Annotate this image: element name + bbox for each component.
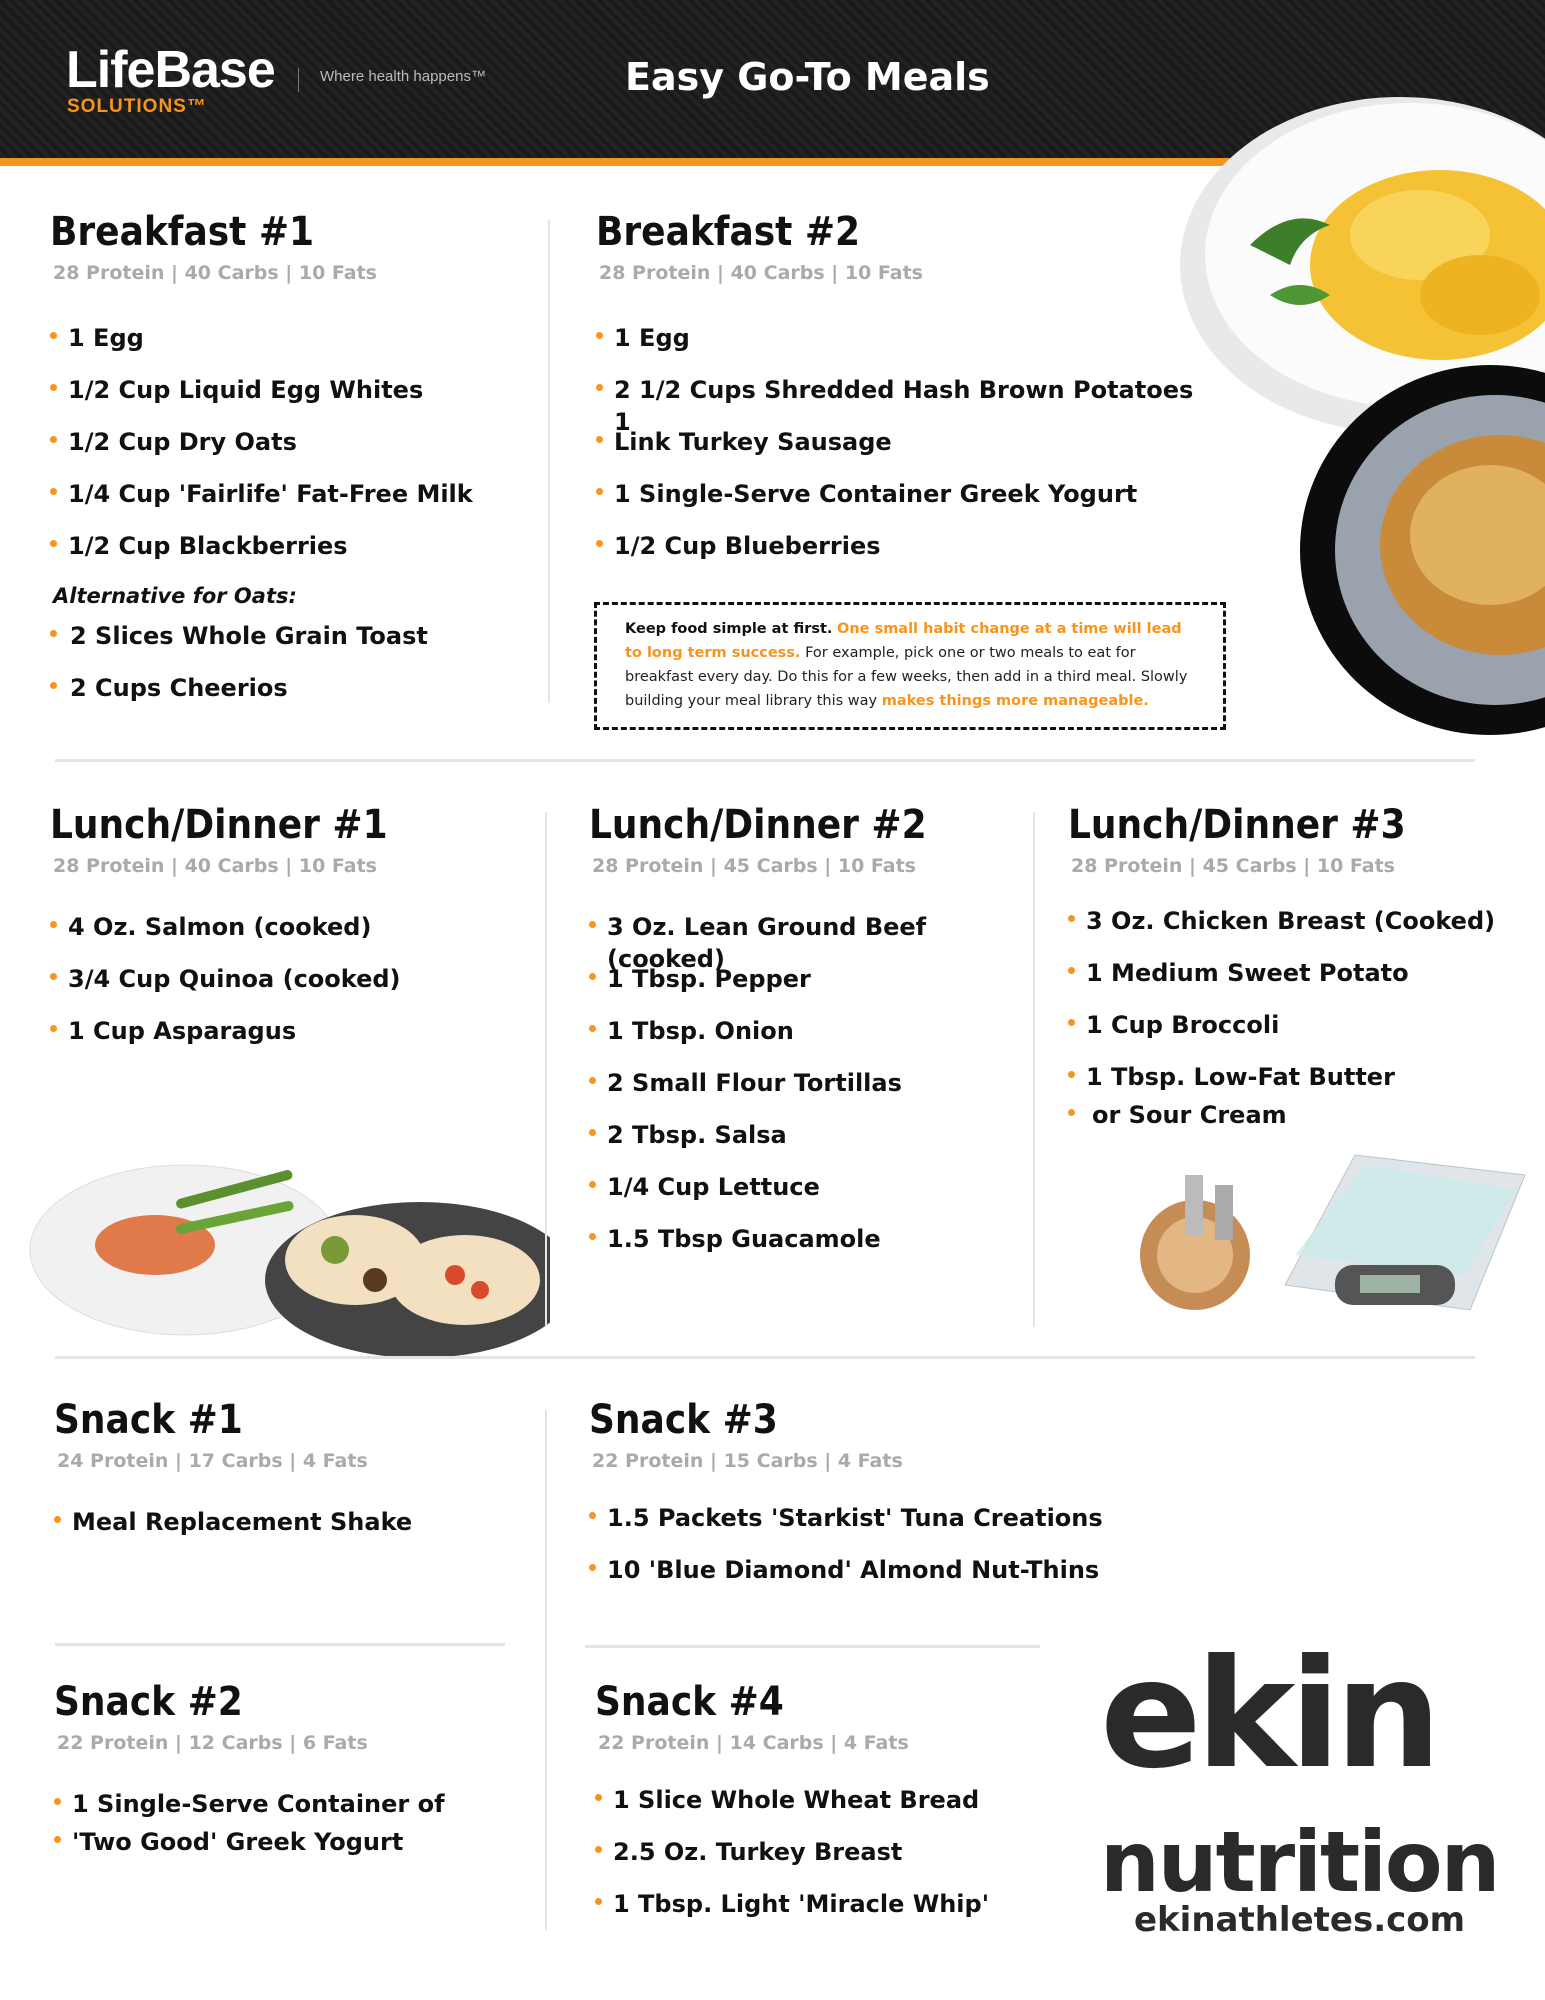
header-accent-line [0,158,1230,166]
breakfast-2-title: Breakfast #2 [596,209,861,255]
kitchen-scale-image [1125,1135,1530,1335]
snack-4-items [595,1784,1065,1940]
list-item: 1 Medium Sweet Potato [1068,957,1518,1009]
list-item: 3/4 Cup Quinoa (cooked) [50,963,530,1015]
salmon-tacos-image [25,1140,550,1360]
logo-divider [298,68,299,92]
divider-snacks [545,1410,547,1930]
lunch-dinner-3-title: Lunch/Dinner #3 [1068,802,1406,848]
snack-1-title: Snack #1 [54,1397,243,1443]
breakfast-1-section [50,210,540,724]
lunch-dinner-3-items [1068,905,1518,1151]
list-item: 2 Small Flour Tortillas [589,1067,1029,1119]
list-item: 1 Egg [50,322,540,374]
snack-1-macros: 24 Protein | 17 Carbs | 4 Fats [57,1450,368,1472]
list-item: 1 Tbsp. Pepper [589,963,1029,1015]
tagline: Where health happens™ [320,68,486,85]
snack-1-items [54,1506,524,1558]
list-item: 1 Cup Broccoli [1068,1009,1518,1061]
list-item: 1/2 Cup Blackberries [50,530,540,582]
list-item: Meal Replacement Shake [54,1506,524,1558]
breakfast-2-section [596,210,1216,582]
list-item: 10 'Blue Diamond' Almond Nut-Thins [589,1554,1149,1606]
breakfast-2-items [596,322,1216,582]
list-item: 1/2 Cup Dry Oats [50,426,540,478]
alternative-title: Alternative for Oats: [53,584,297,608]
list-item: 1 Egg [596,322,1216,374]
brand-logo: LifeBase [66,41,275,99]
tip-highlight-2: makes things more manageable. [881,693,1149,709]
list-item: 1 Slice Whole Wheat Bread [595,1784,1065,1836]
page-title: Easy Go-To Meals [625,55,990,99]
lunch-dinner-3-section [1068,803,1518,1151]
lunch-dinner-1-title: Lunch/Dinner #1 [50,802,388,848]
list-item: 1.5 Packets 'Starkist' Tuna Creations [589,1502,1149,1554]
list-item: 2 Slices Whole Grain Toast [50,620,540,672]
brand-logo-sub: SOLUTIONS™ [67,96,207,117]
breakfast-1-title: Breakfast #1 [50,209,315,255]
lunch-dinner-1-macros: 28 Protein | 40 Carbs | 10 Fats [53,855,377,877]
snack-2-section [54,1680,534,1878]
ekin-logo: ekin [1100,1628,1436,1802]
snack-2-items [54,1788,534,1878]
breakfast-2-macros: 28 Protein | 40 Carbs | 10 Fats [599,262,923,284]
tip-lead: Keep food simple at first. [625,621,833,637]
divider-snack-left [55,1643,505,1646]
lunch-dinner-2-macros: 28 Protein | 45 Carbs | 10 Fats [592,855,916,877]
breakfast-1-macros: 28 Protein | 40 Carbs | 10 Fats [53,262,377,284]
list-item: Link Turkey Sausage [596,426,1216,478]
list-item: 3 Oz. Lean Ground Beef (cooked) [589,911,1029,963]
footer-url: ekinathletes.com [1134,1900,1466,1940]
lunch-dinner-2-section [589,803,1029,1275]
lunch-dinner-1-section [50,803,530,1067]
list-item: 2 1/2 Cups Shredded Hash Brown Potatoes 1 [596,374,1216,426]
snack-3-items [589,1502,1149,1606]
breakfast-1-items [50,322,540,582]
list-item: 1 Single-Serve Container Greek Yogurt [596,478,1216,530]
list-item: 1 Tbsp. Onion [589,1015,1029,1067]
list-item: 1 Single-Serve Container of [54,1788,534,1826]
list-item: 2 Tbsp. Salsa [589,1119,1029,1171]
snack-2-macros: 22 Protein | 12 Carbs | 6 Fats [57,1732,368,1754]
lunch-dinner-1-items [50,911,530,1067]
list-item: 1.5 Tbsp Guacamole [589,1223,1029,1275]
lunch-dinner-3-macros: 28 Protein | 45 Carbs | 10 Fats [1071,855,1395,877]
snack-1-section [54,1398,524,1558]
list-item: 1 Cup Asparagus [50,1015,530,1067]
snack-4-macros: 22 Protein | 14 Carbs | 4 Fats [598,1732,909,1754]
hash-browns-image [1300,365,1545,740]
snack-2-title: Snack #2 [54,1679,243,1725]
tip-highlight-1: One small habit change at a time will lead to long term success. [625,621,1182,661]
snack-3-macros: 22 Protein | 15 Carbs | 4 Fats [592,1450,903,1472]
divider-breakfast [548,220,550,703]
divider-snack-right [585,1645,1040,1648]
tip-box [594,602,1226,730]
list-item: 4 Oz. Salmon (cooked) [50,911,530,963]
nutrition-logo: nutrition [1100,1813,1499,1911]
list-item: 1/2 Cup Blueberries [596,530,1216,582]
list-item: 2 Cups Cheerios [50,672,540,724]
list-item: 1 Tbsp. Low-Fat Butter [1068,1061,1518,1099]
list-item: 2.5 Oz. Turkey Breast [595,1836,1065,1888]
alternative-items [50,620,540,724]
divider-row1 [55,759,1475,762]
divider-lunch-b [1033,812,1035,1327]
list-item: 1/4 Cup 'Fairlife' Fat-Free Milk [50,478,540,530]
list-item-continuation: 'Two Good' Greek Yogurt [54,1826,534,1878]
tip-body: For example, pick one or two meals to eat for breakfast every day. Do this for a few weeks, then add in a third meal. Slowly building your meal library this way [625,645,1188,709]
list-item: 1/2 Cup Liquid Egg Whites [50,374,540,426]
list-item: 1 Tbsp. Light 'Miracle Whip' [595,1888,1065,1940]
snack-4-section [595,1680,1065,1940]
snack-3-section [589,1398,1149,1606]
lunch-dinner-2-title: Lunch/Dinner #2 [589,802,927,848]
divider-lunch-a [545,812,547,1327]
snack-3-title: Snack #3 [589,1397,778,1443]
divider-row2 [55,1356,1475,1359]
list-item: 1/4 Cup Lettuce [589,1171,1029,1223]
list-item: 3 Oz. Chicken Breast (Cooked) [1068,905,1518,957]
snack-4-title: Snack #4 [595,1679,784,1725]
lunch-dinner-2-items [589,911,1029,1275]
list-item-continuation: or Sour Cream [1068,1099,1518,1151]
